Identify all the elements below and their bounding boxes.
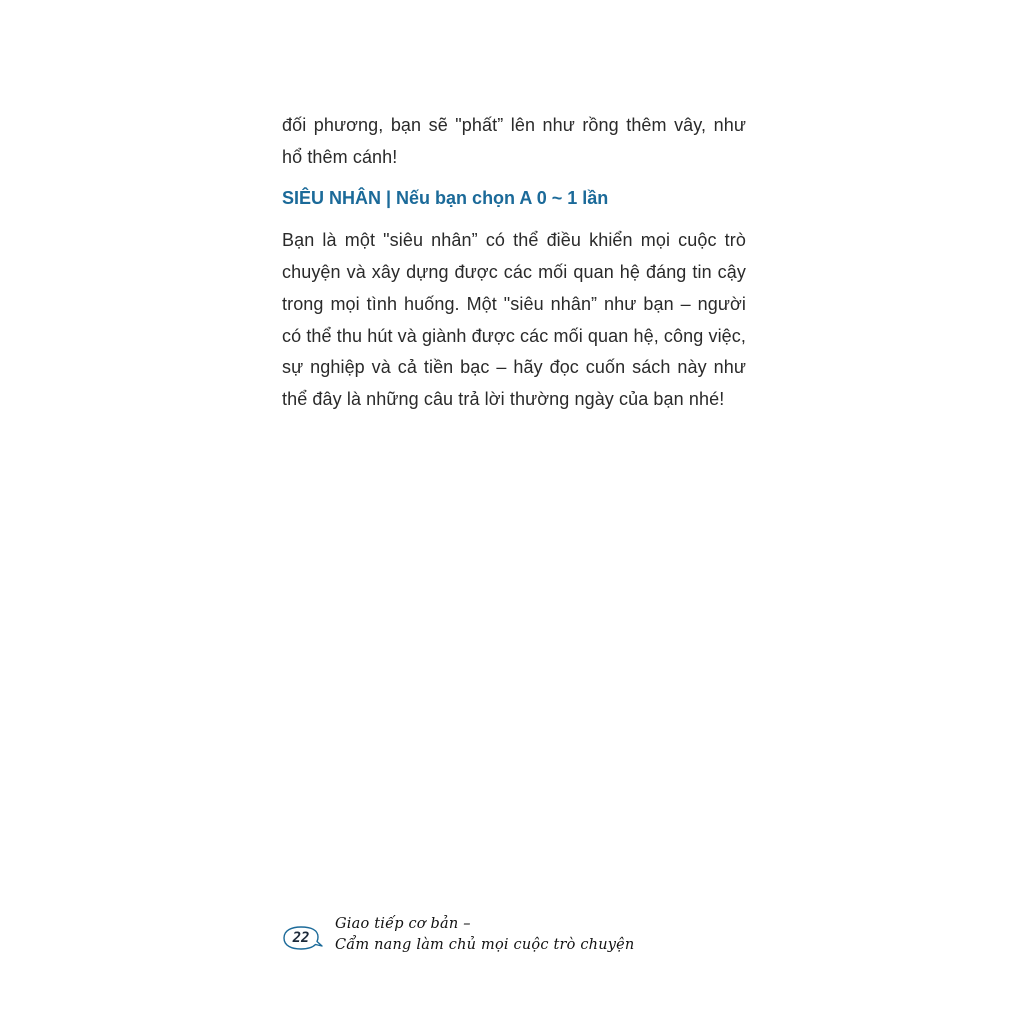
paragraph-continued: đối phương, bạn sẽ "phất” lên như rồng thêm vây, như hổ thêm cánh! (282, 115, 746, 167)
page-number-badge (280, 924, 324, 952)
book-title-line-1: Giao tiếp cơ bản – (335, 916, 471, 932)
book-title-line-2: Cẩm nang làm chủ mọi cuộc trò chuyện (335, 937, 635, 953)
page-number: 22 (292, 930, 310, 946)
page-body (282, 110, 746, 416)
paragraph-superhero: Bạn là một "siêu nhân” có thể điều khiển mọi cuộc trò chuyện và xây dựng được các mối quan hệ đáng tin cậy trong mọi tình huống. Một "siêu nhân” như bạn – người có thể thu hút và giành được các mối quan hệ, công việc, sự nghiệp và cả tiền bạc – hãy đọc cuốn sách này như thể đây là những câu trả lời thường ngày của bạn nhé! (282, 230, 746, 409)
section-heading-subtitle: Nếu bạn chọn A 0 ~ 1 lần (391, 188, 609, 209)
page-footer (280, 912, 680, 972)
book-title (335, 914, 634, 956)
section-heading (282, 183, 746, 214)
section-heading-title: SIÊU NHÂN | (282, 188, 392, 209)
